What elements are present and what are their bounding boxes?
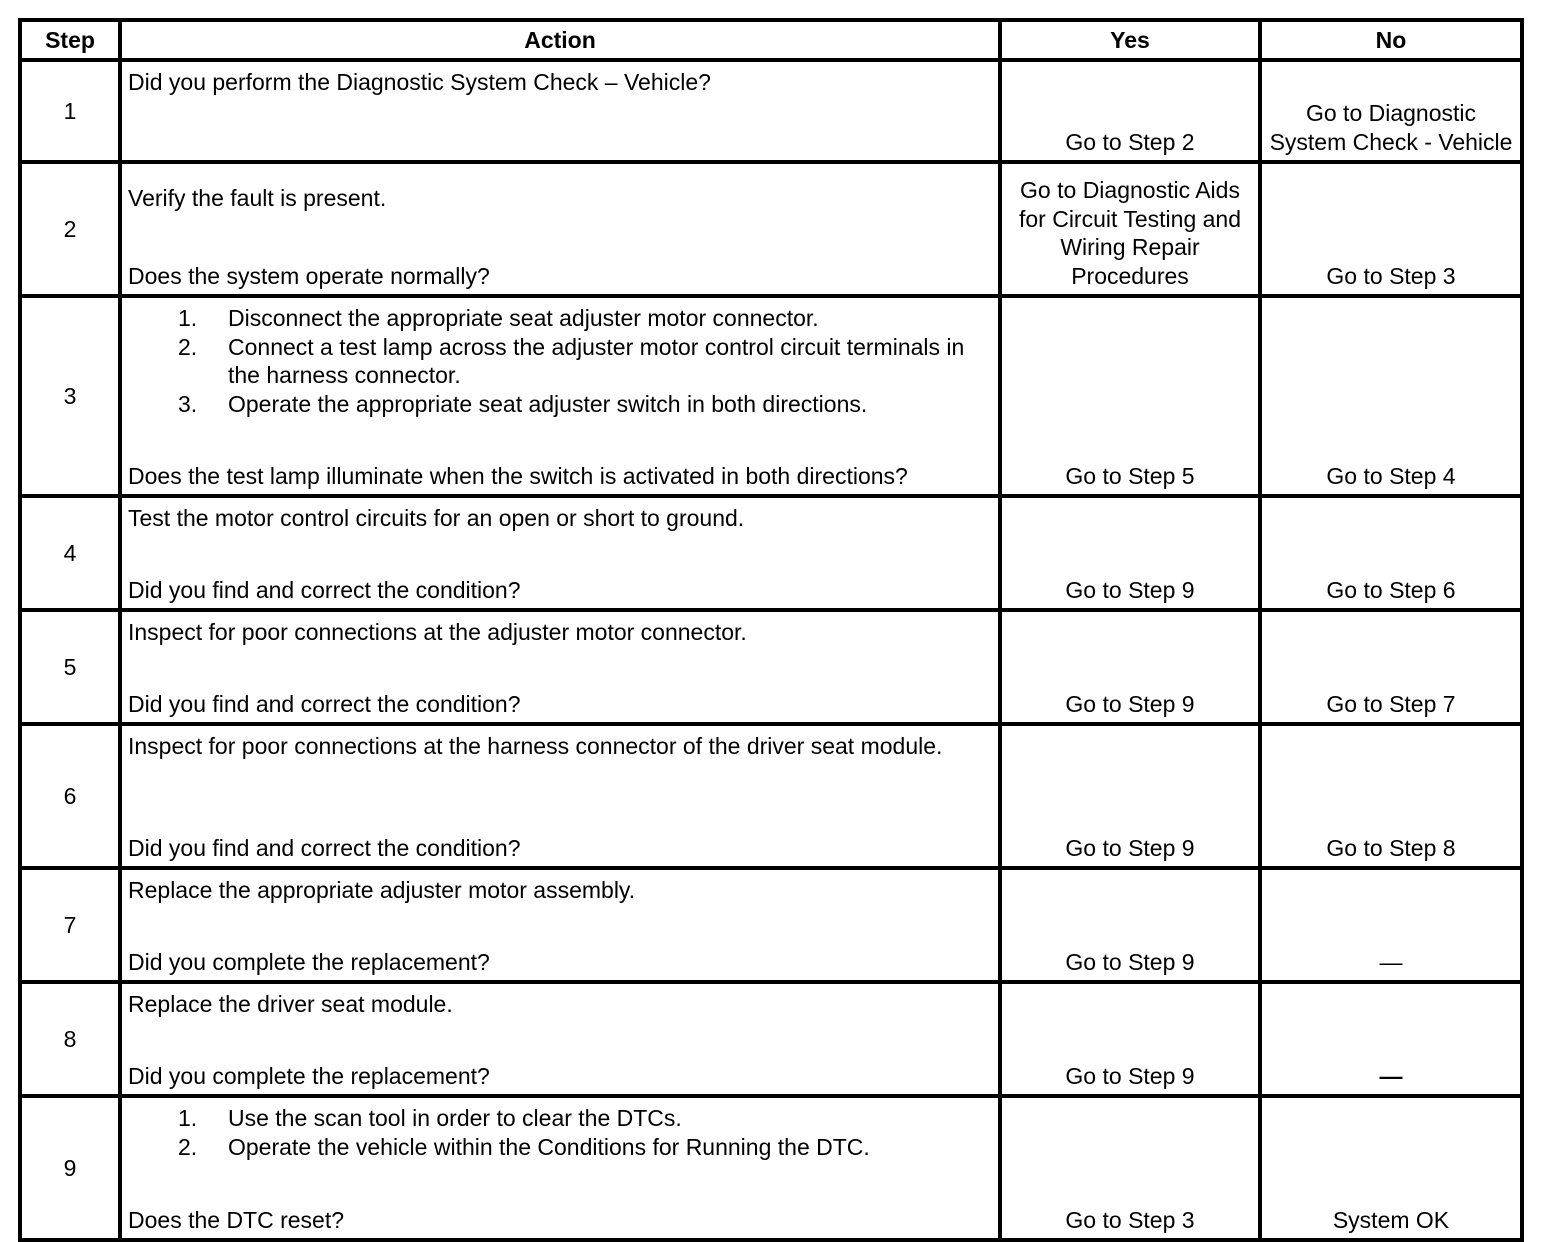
action-question: Does the system operate normally?	[128, 262, 490, 289]
list-item-number: 3.	[178, 390, 198, 417]
action-text: Test the motor control circuits for an open or short to ground.	[128, 505, 745, 531]
yes-cell: Go to Step 2	[1000, 60, 1260, 162]
list-item	[178, 390, 990, 419]
action-cell	[120, 610, 1000, 724]
action-cell	[120, 868, 1000, 982]
table-row	[20, 296, 1522, 496]
header-no: No	[1260, 20, 1522, 60]
table-row	[20, 162, 1522, 296]
action-question: Did you find and correct the condition?	[128, 576, 521, 603]
list-item-text: Operate the vehicle within the Conditions for Running the DTC.	[228, 1133, 870, 1160]
list-item-text: Connect a test lamp across the adjuster motor control circuit terminals in the harness connector.	[228, 333, 965, 388]
table-row	[20, 724, 1522, 868]
step-number: 1	[20, 60, 120, 162]
step-number: 7	[20, 868, 120, 982]
no-cell: —	[1260, 868, 1522, 982]
header-step: Step	[20, 20, 120, 60]
action-cell	[120, 496, 1000, 610]
yes-cell: Go to Step 3	[1000, 1096, 1260, 1240]
list-item-number: 1.	[178, 305, 198, 331]
no-cell: Go to Step 8	[1260, 724, 1522, 868]
action-question: Did you complete the replacement?	[128, 948, 490, 975]
action-cell	[120, 60, 1000, 162]
list-item	[178, 1133, 990, 1162]
header-yes: Yes	[1000, 20, 1260, 60]
action-text: Inspect for poor connections at the adjuster motor connector.	[128, 619, 747, 645]
list-item	[178, 304, 990, 333]
list-item	[178, 1104, 990, 1133]
header-row	[20, 20, 1522, 60]
table-row	[20, 496, 1522, 610]
yes-cell: Go to Step 9	[1000, 868, 1260, 982]
list-item-text: Operate the appropriate seat adjuster switch in both directions.	[228, 390, 868, 417]
action-question: Does the DTC reset?	[128, 1206, 345, 1233]
step-number: 4	[20, 496, 120, 610]
list-item-number: 2.	[178, 333, 198, 360]
table-row	[20, 610, 1522, 724]
no-cell: Go to Diagnostic System Check - Vehicle	[1260, 60, 1522, 162]
action-cell	[120, 724, 1000, 868]
table-row	[20, 982, 1522, 1096]
step-number: 9	[20, 1096, 120, 1240]
yes-cell: Go to Step 9	[1000, 496, 1260, 610]
list-item	[178, 333, 990, 390]
no-cell: Go to Step 7	[1260, 610, 1522, 724]
table-row	[20, 868, 1522, 982]
yes-cell: Go to Step 5	[1000, 296, 1260, 496]
no-cell: Go to Step 4	[1260, 296, 1522, 496]
list-item-text: Disconnect the appropriate seat adjuster motor connector.	[228, 305, 819, 331]
list-item-number: 1.	[178, 1105, 198, 1131]
yes-cell: Go to Step 9	[1000, 982, 1260, 1096]
action-question: Did you complete the replacement?	[128, 1062, 490, 1089]
no-cell: —	[1260, 982, 1522, 1096]
diagnostic-table	[18, 18, 1524, 1242]
no-cell: Go to Step 6	[1260, 496, 1522, 610]
action-text: Replace the driver seat module.	[128, 991, 453, 1017]
list-item-number: 2.	[178, 1133, 198, 1160]
table-row	[20, 60, 1522, 162]
procedure-list	[128, 304, 990, 418]
action-question: Does the test lamp illuminate when the switch is activated in both directions?	[128, 462, 908, 489]
action-text: Inspect for poor connections at the harness connector of the driver seat module.	[128, 733, 943, 759]
yes-cell: Go to Step 9	[1000, 610, 1260, 724]
step-number: 6	[20, 724, 120, 868]
action-text: Replace the appropriate adjuster motor assembly.	[128, 877, 636, 903]
action-cell	[120, 982, 1000, 1096]
procedure-list	[128, 1104, 990, 1161]
step-number: 3	[20, 296, 120, 496]
step-number: 5	[20, 610, 120, 724]
table-row	[20, 1096, 1522, 1240]
no-cell: Go to Step 3	[1260, 162, 1522, 296]
action-cell	[120, 1096, 1000, 1240]
header-action: Action	[120, 20, 1000, 60]
yes-cell: Go to Step 9	[1000, 724, 1260, 868]
step-number: 8	[20, 982, 120, 1096]
action-question: Did you find and correct the condition?	[128, 834, 521, 861]
action-question: Did you find and correct the condition?	[128, 690, 521, 717]
no-cell: System OK	[1260, 1096, 1522, 1240]
action-text: Verify the fault is present.	[128, 185, 387, 211]
list-item-text: Use the scan tool in order to clear the DTCs.	[228, 1105, 682, 1131]
action-text: Did you perform the Diagnostic System Check – Vehicle?	[128, 69, 711, 95]
action-cell	[120, 296, 1000, 496]
action-cell	[120, 162, 1000, 296]
step-number: 2	[20, 162, 120, 296]
yes-cell: Go to Diagnostic Aids for Circuit Testing and Wiring Repair Procedures	[1000, 162, 1260, 296]
